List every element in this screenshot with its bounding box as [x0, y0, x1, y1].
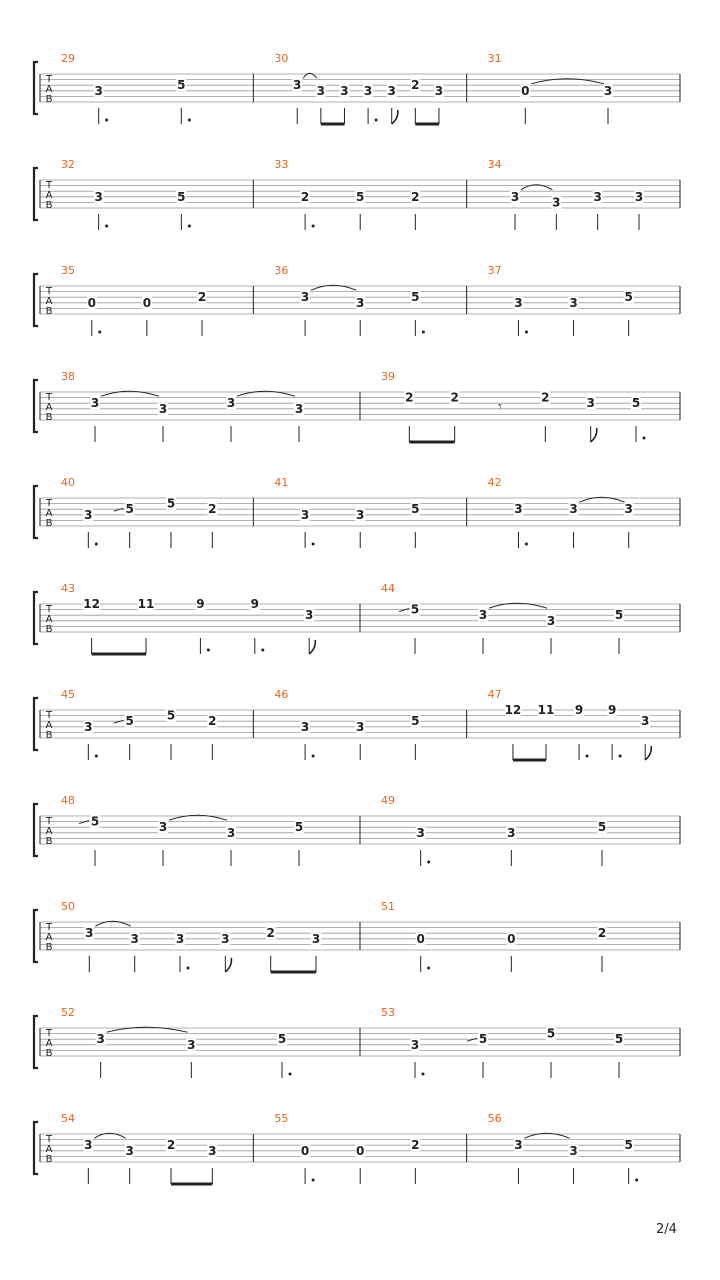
tab-system — [34, 688, 680, 760]
fret-number: 2 — [411, 1138, 420, 1153]
fret-number: 3 — [158, 820, 168, 835]
eighth-flag — [225, 958, 231, 972]
fret-number: 3 — [175, 931, 185, 946]
tab-clef-letter: B — [45, 412, 53, 423]
tab-clef-letter: T — [45, 710, 53, 721]
fret-number: 3 — [90, 396, 100, 411]
measure-number: 32 — [61, 158, 75, 171]
fret-number: 0 — [300, 1143, 310, 1158]
fret-number: 3 — [300, 719, 310, 734]
measure — [381, 582, 624, 654]
fret-number: 5 — [410, 602, 420, 617]
fret-number: 3 — [416, 825, 425, 840]
fret-number: 3 — [514, 1138, 523, 1153]
fret-number: 9 — [607, 703, 617, 717]
fret-number: 3 — [84, 1138, 93, 1153]
tab-clef-letter: A — [45, 190, 53, 201]
fret-number: 3 — [514, 502, 523, 517]
fret-number: 3 — [125, 1143, 134, 1158]
tab-clef-letter: T — [45, 498, 53, 509]
duration-dot — [427, 861, 430, 864]
measure-number: 48 — [61, 794, 75, 807]
fret-number: 0 — [416, 931, 425, 946]
duration-dot — [422, 1073, 425, 1076]
measure-number: 53 — [381, 1006, 395, 1019]
tab-clef-letter: T — [45, 1028, 53, 1039]
fret-number: 11 — [537, 703, 555, 717]
measure — [61, 158, 191, 230]
fret-number: 2 — [411, 78, 420, 93]
measure-number: 56 — [487, 1112, 502, 1125]
measure-number: 35 — [61, 264, 75, 277]
measure — [274, 158, 420, 230]
measure — [488, 158, 644, 230]
measure — [381, 900, 607, 972]
fret-number: 3 — [84, 719, 93, 734]
fret-number: 5 — [166, 496, 176, 511]
system-bracket — [34, 592, 38, 644]
fret-number: 5 — [411, 502, 420, 517]
fret-number: 3 — [293, 78, 302, 93]
fret-number: 12 — [83, 597, 100, 611]
tab-clef-letter: B — [45, 94, 53, 105]
measure-number: 50 — [61, 900, 75, 913]
fret-number: 5 — [166, 708, 176, 723]
fret-number: 0 — [142, 295, 152, 310]
measure-number: 40 — [61, 476, 75, 489]
measure — [488, 688, 652, 760]
tab-clef-letter: T — [45, 1134, 53, 1145]
fret-number: 5 — [294, 820, 304, 835]
fret-number: 3 — [387, 83, 396, 98]
fret-number: 3 — [305, 608, 314, 623]
measure-number: 31 — [487, 52, 502, 65]
tab-system — [34, 52, 680, 124]
tab-clef-letter: B — [45, 624, 53, 635]
measure-number: 33 — [274, 158, 289, 171]
measure — [488, 264, 634, 336]
measure — [274, 688, 420, 760]
duration-dot — [105, 225, 108, 228]
tab-system — [34, 158, 680, 230]
fret-number: 5 — [90, 814, 100, 829]
measure — [488, 52, 613, 124]
fret-number: 3 — [300, 507, 310, 522]
fret-number: 2 — [300, 189, 310, 204]
tab-clef-letter: T — [45, 922, 53, 933]
measure — [61, 582, 315, 654]
tab-clef-letter: A — [45, 932, 53, 943]
fret-number: 3 — [356, 295, 365, 310]
fret-number: 2 — [541, 390, 550, 405]
measure — [274, 476, 420, 548]
tab-clef-letter: T — [45, 180, 53, 191]
fret-number: 5 — [597, 820, 607, 835]
fret-number: 3 — [356, 719, 365, 734]
measure — [488, 1112, 639, 1184]
measure-number: 52 — [61, 1006, 75, 1019]
tab-clef-letter: B — [45, 836, 53, 847]
fret-number: 11 — [137, 597, 155, 611]
fret-number: 3 — [311, 931, 321, 946]
measure — [61, 1112, 217, 1184]
duration-dot — [207, 649, 210, 652]
fret-number: 9 — [196, 597, 205, 611]
tab-clef-letter: A — [45, 720, 53, 731]
duration-dot — [95, 755, 98, 758]
fret-number: 3 — [94, 189, 103, 204]
tab-system — [34, 1112, 680, 1184]
fret-number: 3 — [546, 613, 556, 628]
duration-dot — [312, 543, 315, 546]
fret-number: 2 — [266, 926, 275, 941]
measure-number: 37 — [487, 264, 502, 277]
fret-number: 3 — [569, 1143, 578, 1158]
fret-number: 3 — [593, 189, 602, 204]
eighth-flag — [645, 746, 651, 760]
tab-clef-letter: A — [45, 1038, 53, 1049]
fret-number: 2 — [411, 189, 420, 204]
fret-number: 3 — [316, 83, 326, 98]
eighth-flag — [591, 428, 597, 442]
tab-system — [34, 370, 680, 442]
measure-number: 54 — [61, 1112, 75, 1125]
duration-dot — [105, 119, 108, 122]
fret-number: 3 — [634, 189, 644, 204]
tab-clef-letter: B — [45, 730, 53, 741]
system-bracket — [34, 380, 38, 432]
tab-clef-letter: A — [45, 402, 53, 413]
slide-line — [467, 1038, 477, 1041]
fret-number: 3 — [552, 195, 561, 210]
duration-dot — [635, 1179, 638, 1182]
measure — [61, 370, 304, 442]
measure-number: 42 — [487, 476, 502, 489]
measure-number: 39 — [381, 370, 395, 383]
duration-dot — [188, 119, 191, 122]
eighth-flag — [392, 110, 398, 124]
measure — [274, 1112, 420, 1184]
slide-line — [114, 508, 124, 511]
tab-system — [34, 900, 680, 972]
measure — [61, 794, 304, 866]
fret-number: 3 — [221, 931, 230, 946]
duration-dot — [98, 331, 101, 334]
tab-clef-letter: A — [45, 296, 53, 307]
measure — [381, 370, 646, 442]
duration-dot — [586, 755, 589, 758]
system-bracket — [34, 274, 38, 326]
fret-number: 3 — [410, 1037, 420, 1052]
fret-number: 0 — [356, 1143, 365, 1158]
tab-clef-letter: T — [45, 604, 53, 615]
fret-number: 0 — [87, 295, 96, 310]
system-bracket — [34, 698, 38, 750]
measure — [61, 688, 217, 760]
tab-clef-letter: B — [45, 200, 53, 211]
tab-clef-letter: A — [45, 614, 53, 625]
fret-number: 5 — [411, 290, 420, 305]
fret-number: 5 — [411, 714, 420, 729]
fret-number: 0 — [521, 83, 530, 98]
system-bracket — [34, 804, 38, 856]
fret-number: 9 — [574, 703, 584, 717]
fret-number: 2 — [197, 290, 207, 305]
measure-number: 51 — [381, 900, 395, 913]
tab-clef-letter: B — [45, 942, 53, 953]
fret-number: 3 — [478, 608, 488, 623]
fret-number: 5 — [177, 78, 186, 93]
fret-number: 3 — [641, 714, 650, 729]
fret-number: 5 — [125, 714, 134, 729]
fret-number: 2 — [208, 714, 217, 729]
duration-dot — [422, 331, 425, 334]
fret-number: 3 — [226, 396, 236, 411]
measure — [61, 1006, 292, 1078]
fret-number: 5 — [277, 1032, 287, 1047]
tab-clef-letter: T — [45, 74, 53, 85]
fret-number: 5 — [356, 189, 365, 204]
duration-dot — [312, 755, 315, 758]
fret-number: 3 — [208, 1143, 217, 1158]
duration-dot — [427, 967, 430, 970]
measure — [381, 794, 607, 866]
fret-number: 5 — [624, 1138, 633, 1153]
measure — [61, 900, 321, 972]
tab-system — [34, 264, 680, 336]
measure-number: 45 — [61, 688, 75, 701]
duration-dot — [188, 225, 191, 228]
measure-number: 41 — [274, 476, 289, 489]
fret-number: 5 — [125, 502, 134, 517]
fret-number: 5 — [546, 1026, 556, 1041]
tab-system — [34, 476, 680, 548]
duration-dot — [312, 225, 315, 228]
tab-system — [34, 582, 680, 654]
system-bracket — [34, 168, 38, 220]
fret-number: 3 — [130, 931, 139, 946]
system-bracket — [34, 910, 38, 962]
fret-number: 3 — [226, 825, 236, 840]
fret-number: 3 — [569, 295, 578, 310]
fret-number: 2 — [597, 926, 607, 941]
fret-number: 3 — [84, 507, 93, 522]
measure-number: 36 — [274, 264, 289, 277]
fret-number: 3 — [85, 926, 94, 941]
duration-dot — [187, 967, 190, 970]
fret-number: 3 — [586, 396, 595, 411]
measure-number: 38 — [61, 370, 75, 383]
measure — [61, 476, 217, 548]
duration-dot — [375, 119, 378, 122]
system-bracket — [34, 486, 38, 538]
eighth-flag — [309, 640, 315, 654]
fret-number: 2 — [450, 390, 459, 405]
fret-number: 3 — [363, 83, 373, 98]
fret-number: 5 — [614, 1032, 624, 1047]
fret-number: 3 — [300, 290, 310, 305]
slide-line — [114, 720, 124, 723]
measure-number: 49 — [381, 794, 395, 807]
tab-clef-letter: B — [45, 518, 53, 529]
fret-number: 0 — [507, 931, 516, 946]
duration-dot — [643, 437, 646, 440]
fret-number: 5 — [478, 1032, 488, 1047]
duration-dot — [312, 1179, 315, 1182]
tab-clef-letter: T — [45, 286, 53, 297]
measure — [381, 1006, 624, 1078]
fret-number: 5 — [624, 290, 633, 305]
fret-number: 5 — [177, 189, 186, 204]
page-number: 2/4 — [656, 1222, 677, 1237]
measure-number: 30 — [274, 52, 289, 65]
fret-number: 3 — [624, 502, 633, 517]
fret-number: 2 — [166, 1138, 176, 1153]
measure-number: 46 — [274, 688, 289, 701]
duration-dot — [525, 543, 528, 546]
measure-number: 44 — [381, 582, 395, 595]
measure-number: 43 — [61, 582, 75, 595]
tab-clef-letter: T — [45, 392, 53, 403]
measure-number: 34 — [487, 158, 502, 171]
fret-number: 2 — [405, 390, 414, 405]
measure-number: 29 — [61, 52, 75, 65]
duration-dot — [261, 649, 264, 652]
fret-number: 3 — [514, 295, 523, 310]
fret-number: 3 — [187, 1037, 196, 1052]
measure — [488, 476, 634, 548]
tab-clef-letter: A — [45, 84, 53, 95]
tab-clef-letter: A — [45, 508, 53, 519]
fret-number: 3 — [158, 401, 168, 416]
eighth-rest: 𝄾 — [498, 399, 502, 416]
fret-number: 9 — [250, 597, 259, 611]
fret-number: 3 — [510, 189, 520, 204]
fret-number: 3 — [356, 507, 365, 522]
tab-system — [34, 1006, 680, 1078]
measure — [61, 52, 191, 124]
measure — [274, 52, 444, 124]
fret-number: 5 — [631, 396, 641, 411]
tab-clef-letter: B — [45, 1154, 53, 1165]
fret-number: 3 — [94, 83, 103, 98]
duration-dot — [289, 1073, 292, 1076]
fret-number: 3 — [96, 1032, 105, 1047]
fret-number: 3 — [294, 401, 304, 416]
measure — [274, 264, 425, 336]
system-bracket — [34, 1016, 38, 1068]
tab-clef-letter: B — [45, 1048, 53, 1059]
system-bracket — [34, 1122, 38, 1174]
duration-dot — [95, 543, 98, 546]
measure-number: 47 — [487, 688, 502, 701]
tab-clef-letter: A — [45, 1144, 53, 1155]
fret-number: 3 — [434, 83, 444, 98]
slide-line — [79, 821, 89, 824]
duration-dot — [619, 755, 622, 758]
fret-number: 3 — [603, 83, 613, 98]
measure-number: 55 — [274, 1112, 289, 1125]
fret-number: 12 — [504, 703, 522, 717]
system-bracket — [34, 62, 38, 114]
tab-clef-letter: T — [45, 816, 53, 827]
tab-clef-letter: A — [45, 826, 53, 837]
tab-clef-letter: B — [45, 306, 53, 317]
measure — [61, 264, 207, 336]
tab-system — [34, 794, 680, 866]
fret-number: 2 — [208, 502, 217, 517]
duration-dot — [525, 331, 528, 334]
fret-number: 3 — [507, 825, 516, 840]
fret-number: 5 — [614, 608, 624, 623]
slide-line — [399, 609, 409, 612]
fret-number: 3 — [569, 502, 578, 517]
fret-number: 3 — [340, 83, 349, 98]
